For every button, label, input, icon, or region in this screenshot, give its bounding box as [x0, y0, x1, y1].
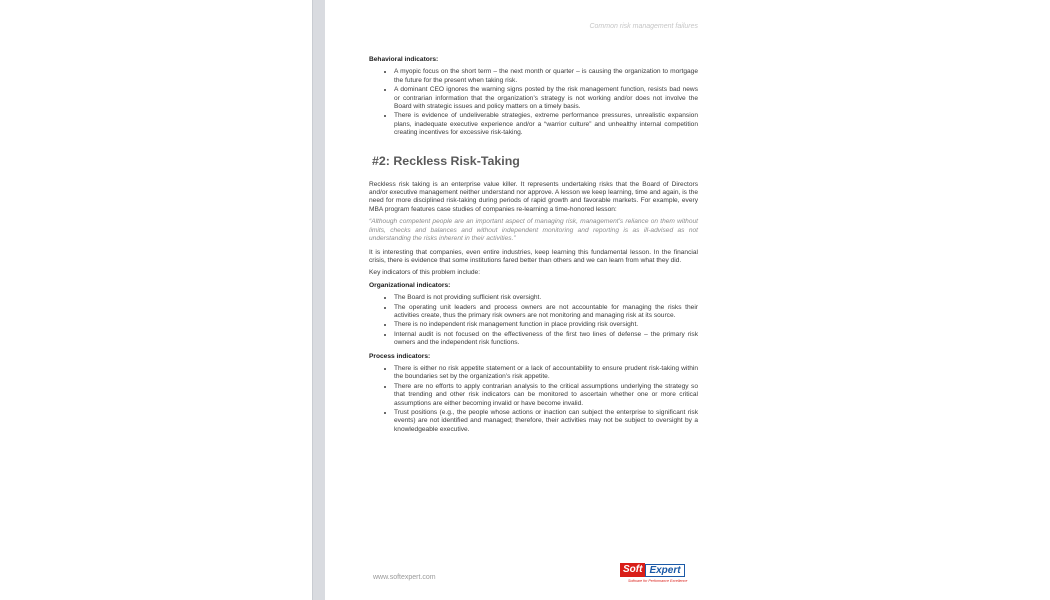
footer-url: www.softexpert.com: [373, 574, 436, 581]
list-item: • Internal audit is not focused on the effectiveness of the first two lines of defense – the primary risk owners and the independent risk functions.: [394, 331, 698, 348]
page-content: [369, 56, 698, 439]
document-page: [325, 0, 740, 600]
list-item: • The Board is not providing sufficient risk oversight.: [394, 294, 698, 302]
organizational-indicators-list: [369, 294, 698, 347]
behavioral-indicators-heading: Behavioral indicators:: [369, 56, 439, 63]
list-item: • There are no efforts to apply contrarian analysis to the critical assumptions underlying the strategy so that trending and other risk indicators can be monitored to ascertain whether one or more critical assumptions are either becoming invalid or have become invalid.: [394, 383, 698, 408]
list-item: • The operating unit leaders and process owners are not accountable for managing the risks their activities create, thus the primary risk owners are not monitoring and managing risk at its source.: [394, 304, 698, 321]
organizational-indicators-heading: Organizational indicators:: [369, 281, 451, 289]
process-indicators-heading: Process indicators:: [369, 352, 431, 360]
paragraph: Reckless risk taking is an enterprise value killer. It represents undertaking risks that the Board of Directors and/or executive management neither understand nor approve. A lesson we keep learning, time and again, is the need for more disciplined risk-taking during periods of rapid growth and favorable markets. For example, every MBA program features case studies of companies re-learning a time-honored lesson:: [369, 180, 698, 213]
process-indicators-list: [369, 365, 698, 434]
list-item: • A myopic focus on the short term – the next month or quarter – is causing the organization to mortgage the future for the present when taking risk.: [394, 68, 698, 85]
paragraph: It is interesting that companies, even entire industries, keep learning this fundamental lesson. In the financial crisis, there is evidence that some institutions fared better than others and we can learn from what they did.: [369, 248, 698, 264]
viewer-scroll-gutter: [312, 0, 325, 600]
behavioral-indicators-list: [369, 68, 698, 137]
section-title: #2: Reckless Risk-Taking: [372, 153, 520, 168]
list-item: • There is no independent risk management function in place providing risk oversight.: [394, 321, 698, 329]
logo-tagline: Software for Performance Excellence: [628, 579, 688, 583]
list-item: • There is either no risk appetite statement or a lack of accountability to ensure prudent risk-taking within the boundaries set by the organization’s risk appetite.: [394, 365, 698, 382]
running-header: Common risk management failures: [589, 23, 698, 30]
list-item: • There is evidence of undeliverable strategies, extreme performance pressures, unrealistic expansion plans, inadequate executive experience and/or a “warrior culture” and unhealthy internal competition creating incentives for excessive risk-taking.: [394, 112, 698, 137]
logo-soft-text: Soft: [620, 563, 645, 577]
list-item: • Trust positions (e.g., the people whose actions or inaction can subject the enterprise to significant risk events) are not identified and managed; therefore, their activities may not be subject to oversight by a knowledgeable executive.: [394, 409, 698, 434]
softexpert-logo: [620, 563, 700, 591]
paragraph: Key indicators of this problem include:: [369, 269, 481, 277]
list-item: • A dominant CEO ignores the warning signs posted by the risk management function, resists bad news or contrarian information that the organization’s strategy is not working and/or does not involve the Board with strategic issues and policy matters on a timely basis.: [394, 86, 698, 111]
quote: “Although competent people are an important aspect of managing risk, management’s reliance on them without limits, checks and balances and without independent monitoring and reporting is as ill-advised as not understanding the risks inherent in their activities.”: [369, 218, 698, 243]
logo-expert-text: Expert: [645, 564, 684, 577]
